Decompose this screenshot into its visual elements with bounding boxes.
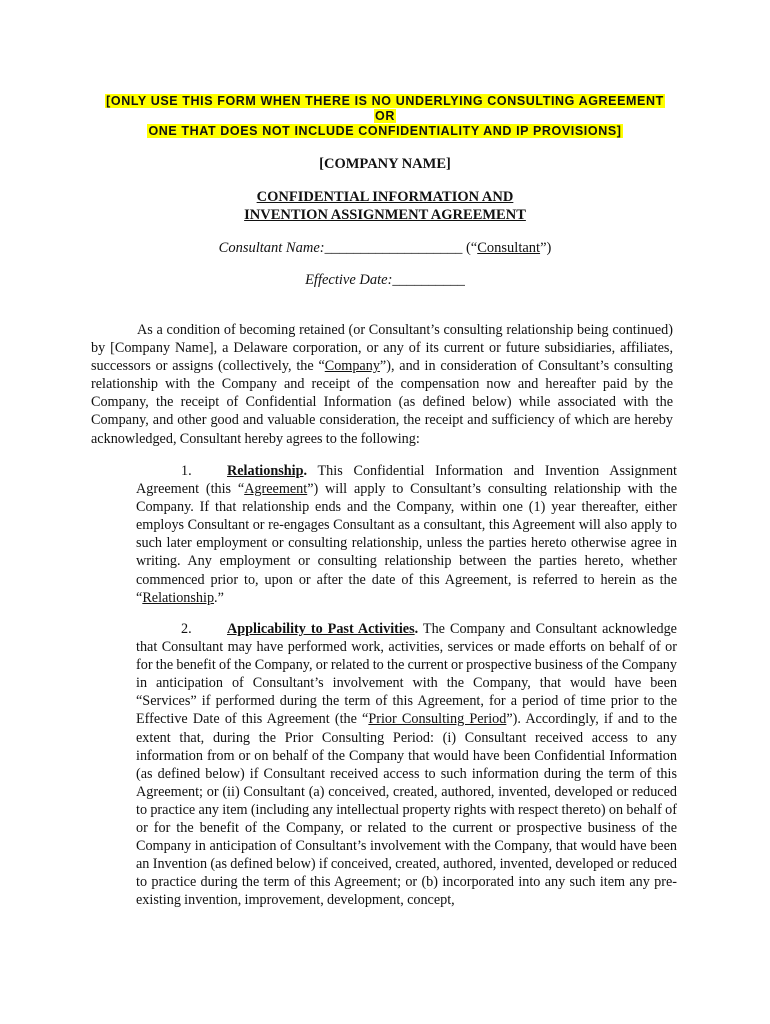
section-1-text-1: This Confidential Information and Invention Assignment Agreement (this “ [136,463,677,498]
prior-consulting-period-defined-term: Prior Consulting Period [368,711,507,728]
section-1-number: 1. [181,463,192,479]
company-name: [COMPANY NAME] [319,156,451,172]
section-2-heading-punct: . [414,621,419,637]
effective-date-label: Effective Date: [305,272,393,288]
banner-line-2: OR [375,109,395,123]
title-line-1: CONFIDENTIAL INFORMATION AND [256,189,514,205]
consultant-open-quote: (“ [462,240,478,256]
company-defined-term: Company [324,358,380,375]
consultant-name-label: Consultant Name: [218,240,325,256]
intro-text-1: As a condition of becoming retained (or Consultant’s consulting relationship being continued) by [Company Name], a Delaware corporation, or any of its current or future subsidiaries, affiliates, successors or assigns (collectively, the “ [91,322,673,375]
section-2-text-2: ”). Accordingly, if and to the extent that, during the Prior Consulting Period: (i) Consultant received access to any information from or on behalf of the Company that would have been Confidential Information (as defined below) if Consultant received access to such information during the term of this Agreement; or (ii) Consultant (a) conceived, created, authored, invented, developed or reduced to practice any item (including any intellectual property rights with respect thereto) on behalf of or for the benefit of the Company, or related to the current or prospective business of the Company in anticipation of Consultant’s involvement with the Company, that would have been an Invention (as defined below) if conceived, created, authored, invented, developed or reduced to practice during the term of this Agreement; or (b) incorporated into any such item any pre-existing invention, improvement, development, concept, [136,711,677,909]
section-2-number: 2. [181,621,192,637]
section-1-heading: Relationship [227,463,304,479]
banner-line-3: ONE THAT DOES NOT INCLUDE CONFIDENTIALITY AND IP PROVISIONS] [148,124,622,138]
title-line-2: INVENTION ASSIGNMENT AGREEMENT [244,207,526,223]
section-2-text-1: The Company and Consultant acknowledge that Consultant may have performed work, activities, services or made efforts on behalf of or for the benefit of the Company, or related to the current or prospective business of the Company in anticipation of Consultant’s involvement with the Company, that would have been “Services” if performed during the term of this Agreement, for a period of time prior to the Effective Date of this Agreement (the “ [136,621,677,728]
section-2-heading: Applicability to Past Activities [227,621,415,637]
effective-date-line [0,272,770,289]
section-1-heading-punct: . [303,463,308,479]
relationship-defined-term: Relationship [142,589,215,606]
section-1 [136,462,677,607]
section-1-text-3: .” [214,589,224,606]
banner-line-1: [ONLY USE THIS FORM WHEN THERE IS NO UNDERLYING CONSULTING AGREEMENT [106,94,664,108]
intro-text-2: ”), and in consideration of Consultant’s consulting relationship with the Company and receipt of the compensation now and hereafter paid by the Company, the receipt of Confidential Information (as defined below) while associated with the Company, and other good and valuable consideration, the receipt and sufficiency of which are hereby acknowledged, Consultant hereby agrees to the following: [91,358,673,447]
section-1-text-2: ”) will apply to Consultant’s consulting relationship with the Company. If that relationship ends and the Company, within one (1) year thereafter, either employs Consultant or re-engages Consultant as a consultant, this Agreement will also apply to such later employment or consulting relationship, unless the parties hereto otherwise agree in writing. Any employment or consulting relationship between the parties hereto, whether commenced prior to, upon or after the date of this Agreement, is referred to herein as the “ [136,481,677,606]
consultant-close-quote: ”) [540,240,552,256]
consultant-defined-term: Consultant [477,240,541,256]
consultant-name-line [0,240,770,257]
instruction-banner [0,94,770,139]
agreement-defined-term: Agreement [244,481,308,498]
section-2 [136,620,677,910]
intro-paragraph [91,321,673,448]
effective-date-blank: __________ [392,272,465,288]
agreement-title [0,188,770,224]
consultant-name-blank: ___________________ [324,240,463,256]
